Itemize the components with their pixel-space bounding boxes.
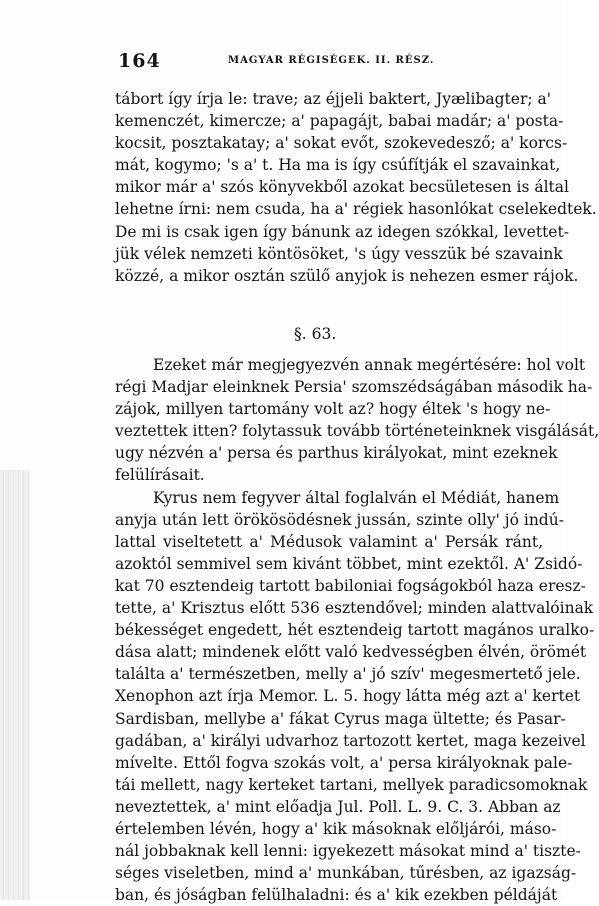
- paragraph-2-3: [115, 354, 599, 906]
- text-line: dása alatt; mindenek előtt való kedvességben élvén, örömét: [115, 643, 587, 662]
- text-line: tái mellett, nagy kerteket tartani, mellyek paradicsomoknak: [115, 775, 588, 794]
- paragraph-1: [115, 88, 597, 287]
- page-header: [118, 50, 538, 72]
- text-line: neveztettek, a' mint előadja Jul. Poll. L. 9. C. 3. Abban az: [115, 797, 561, 816]
- running-head: MAGYAR RÉGISÉGEK. II. RÉSZ.: [228, 55, 435, 66]
- text-line: lattal viseltetett a' Médusok valamint a' Persák ránt,: [115, 532, 543, 551]
- text-line: békességet engedett, hét esztendeig tartott magános uralko-: [115, 621, 595, 640]
- text-line: jük vélek nemzeti köntösöket, 's úgy vesszük bé szavaink: [115, 244, 563, 263]
- text-line: felülírásait.: [115, 466, 205, 485]
- text-line: lehetne írni: nem csuda, ha a' régiek hasonlókat cselekedtek.: [115, 200, 597, 219]
- text-line: De mi is csak igen így bánunk az idegen szókkal, levettet-: [115, 222, 569, 241]
- text-line: azoktól semmivel sem kivánt többet, mint ezektől. A' Zsidó-: [115, 554, 583, 573]
- text-line: mikor már a' szós könyvekből azokat becsületesen is által: [115, 178, 569, 197]
- text-line: Xenophon azt írja Memor. L. 5. hogy látta még azt a' kertet: [115, 687, 581, 706]
- text-line: közzé, a mikor osztán szülő anyjok is nehezen esmer rájok.: [115, 266, 579, 285]
- text-line: Sardisban, mellybe a' fákat Cyrus maga ültette; és Pasar-: [115, 709, 566, 728]
- text-line: kemenczét, kimercze; a' papagájt, babai madár; a' posta-: [115, 112, 564, 131]
- text-line: kat 70 esztendeig tartott babiloniai fogságokból haza eresz-: [115, 576, 586, 595]
- page-number: 164: [118, 50, 161, 72]
- text-line: Kyrus nem fegyver által foglalván el Médiát, hanem: [153, 488, 560, 507]
- text-line: régi Madjar eleinknek Persia' szomszédságában második ha-: [115, 378, 593, 397]
- text-line: anyja után lett örökösödésnek jussán, szinte olly' jó indú-: [115, 510, 564, 529]
- text-line: kocsit, posztakatay; a' sokat evőt, szokevedesző; a' korcs-: [115, 134, 568, 153]
- text-line: tette, a' Krisztus előtt 536 esztendővel; minden alattvalóinak: [115, 599, 594, 618]
- text-line: tábort így írja le: trave; az éjjeli baktert, Jyælibagter; a': [115, 90, 552, 108]
- text-line: gadában, a' királyi udvarhoz tartozott kertet, maga kezeivel: [115, 731, 586, 750]
- section-heading: §. 63.: [294, 325, 337, 343]
- scan-gutter-shadow: [0, 470, 30, 900]
- text-line: séges viseletben, mind a' munkában, tűrésben, az igazság-: [115, 864, 577, 883]
- text-line: Ezeket már megjegyezvén annak megértésére: hol volt: [153, 356, 586, 374]
- text-line: ugy nézvén a' persa és parthus királyokat, mint ezeknek: [115, 444, 558, 463]
- text-line: mát, kogymo; 's a' t. Ha ma is így csúfítják el szavainkat,: [115, 156, 561, 175]
- text-line: nál jobbaknak kell lenni: igyekezett másokat mind a' tiszte-: [115, 842, 581, 861]
- text-line: találta a' természetben, melly a' jó szív' megesmertető jele.: [115, 665, 581, 684]
- text-line: ban, és jóságban felülhaladni: és a' kik ezekben példáját: [115, 886, 558, 905]
- text-line: zájok, millyen tartomány volt az? hogy éltek 's hogy ne-: [115, 400, 551, 419]
- text-line: mívelte. Ettől fogva szokás volt, a' persa királyoknak pale-: [115, 753, 573, 772]
- text-line: értelemben lévén, hogy a' kik másoknak előljárói, máso-: [115, 819, 557, 838]
- text-line: veztettek itten? folytassuk tovább történeteinknek visgálását,: [115, 422, 599, 441]
